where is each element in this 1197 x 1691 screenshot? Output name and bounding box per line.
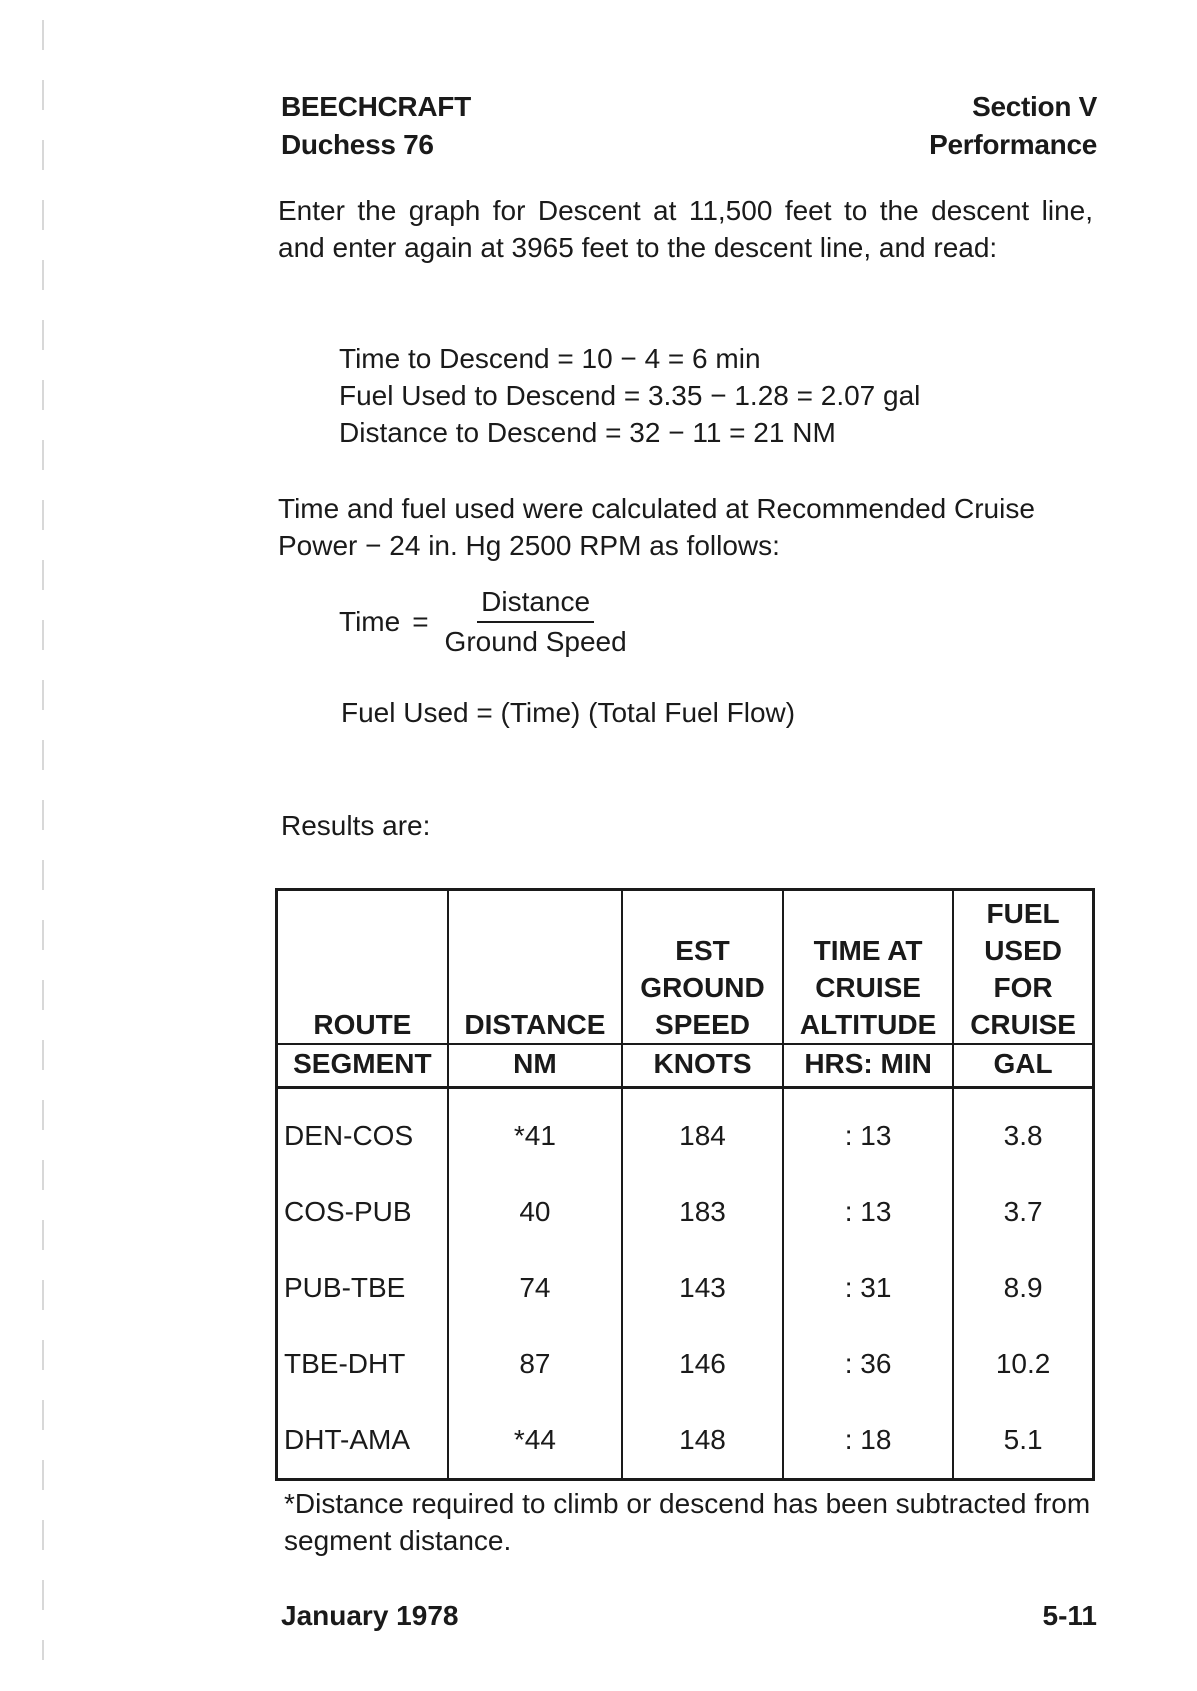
cell-route: TBE-DHT xyxy=(277,1326,448,1402)
cell-ground-speed: 148 xyxy=(622,1402,783,1480)
intro-paragraph: Enter the graph for Descent at 11,500 feet to the descent line, and enter again at 3965 feet to the descent line, and read: xyxy=(278,195,1093,263)
cruise-paragraph: Time and fuel used were calculated at Recommended Cruise Power − 24 in. Hg 2500 RPM as follows: xyxy=(278,493,1035,561)
cell-distance: 74 xyxy=(448,1250,622,1326)
formula-lhs: Time xyxy=(339,606,401,637)
cell-fuel: 8.9 xyxy=(953,1250,1093,1326)
cell-ground-speed: 146 xyxy=(622,1326,783,1402)
col-header-route: ROUTE xyxy=(277,890,448,1045)
cell-ground-speed: 143 xyxy=(622,1250,783,1326)
cell-time: : 13 xyxy=(783,1174,953,1250)
header-left xyxy=(281,88,471,164)
formula-numerator: Distance xyxy=(477,585,594,623)
header-brand: BEECHCRAFT xyxy=(281,91,471,122)
cell-route: DEN-COS xyxy=(277,1088,448,1175)
footer-date: January 1978 xyxy=(281,1600,459,1631)
cell-time: : 13 xyxy=(783,1088,953,1175)
table-header-row xyxy=(277,890,1094,1045)
table-row xyxy=(277,1088,1094,1175)
calc-distance-to-descend: Distance to Descend = 32 − 11 = 21 NM xyxy=(339,417,836,448)
cell-time: : 18 xyxy=(783,1402,953,1480)
cell-ground-speed: 184 xyxy=(622,1088,783,1175)
header-model: Duchess 76 xyxy=(281,129,434,160)
cell-distance: 87 xyxy=(448,1326,622,1402)
formula-fraction xyxy=(441,585,631,659)
cell-route: DHT-AMA xyxy=(277,1402,448,1480)
fuel-formula: Fuel Used = (Time) (Total Fuel Flow) xyxy=(341,697,796,728)
col-header-distance: DISTANCE xyxy=(448,890,622,1045)
col-header-time: TIME AT CRUISE ALTITUDE xyxy=(783,890,953,1045)
cell-ground-speed: 183 xyxy=(622,1174,783,1250)
cell-fuel: 3.7 xyxy=(953,1174,1093,1250)
table-row xyxy=(277,1174,1094,1250)
formula-denominator: Ground Speed xyxy=(444,626,627,657)
cell-fuel: 10.2 xyxy=(953,1326,1093,1402)
footer-page-number: 5-11 xyxy=(1042,1600,1097,1631)
unit-fuel: GAL xyxy=(953,1044,1093,1088)
formula-equals: = xyxy=(412,606,429,637)
cell-route: COS-PUB xyxy=(277,1174,448,1250)
cell-distance: *44 xyxy=(448,1402,622,1480)
table-units-row xyxy=(277,1044,1094,1088)
table-row xyxy=(277,1326,1094,1402)
col-header-ground-speed: EST GROUND SPEED xyxy=(622,890,783,1045)
table-footnote: *Distance required to climb or descend has been subtracted from segment distance. xyxy=(284,1488,1091,1556)
route-performance-table xyxy=(275,888,1095,1481)
cell-fuel: 3.8 xyxy=(953,1088,1093,1175)
unit-time: HRS: MIN xyxy=(783,1044,953,1088)
unit-route: SEGMENT xyxy=(277,1044,448,1088)
unit-distance: NM xyxy=(448,1044,622,1088)
col-header-fuel: FUEL USED FOR CRUISE xyxy=(953,890,1093,1045)
cell-distance: 40 xyxy=(448,1174,622,1250)
header-right xyxy=(929,88,1097,164)
scan-edge-marks xyxy=(42,20,44,1660)
results-label: Results are: xyxy=(281,810,431,841)
cell-fuel: 5.1 xyxy=(953,1402,1093,1480)
cell-time: : 36 xyxy=(783,1326,953,1402)
table-row xyxy=(277,1250,1094,1326)
time-formula xyxy=(339,585,631,659)
table-row xyxy=(277,1402,1094,1480)
cell-time: : 31 xyxy=(783,1250,953,1326)
cell-distance: *41 xyxy=(448,1088,622,1175)
cell-route: PUB-TBE xyxy=(277,1250,448,1326)
calc-fuel-to-descend: Fuel Used to Descend = 3.35 − 1.28 = 2.07 gal xyxy=(339,380,921,411)
unit-ground-speed: KNOTS xyxy=(622,1044,783,1088)
header-section-title: Performance xyxy=(929,129,1097,160)
header-section: Section V xyxy=(972,91,1097,122)
descent-calculations xyxy=(339,340,920,451)
calc-time-to-descend: Time to Descend = 10 − 4 = 6 min xyxy=(339,343,761,374)
